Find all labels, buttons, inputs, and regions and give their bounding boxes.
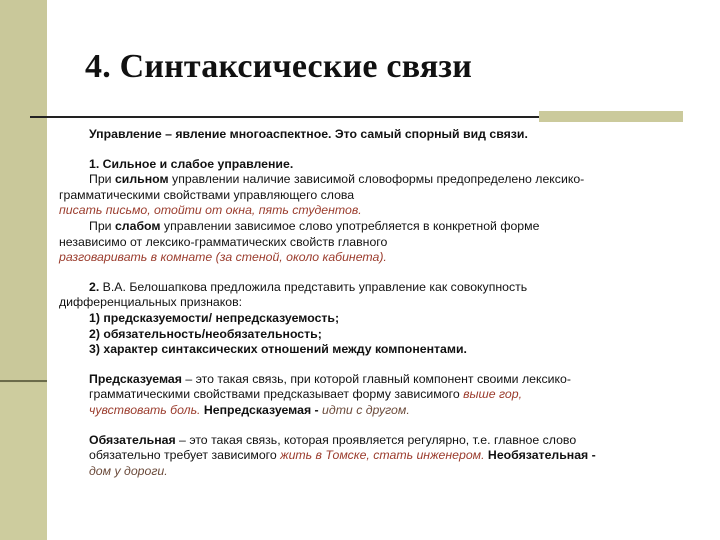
title-underline (30, 116, 545, 118)
text-span: При (89, 218, 115, 233)
left-bar-divider (0, 380, 47, 382)
section2-cont: дифференциальных признаков: (59, 295, 243, 310)
feature-item-1: 1) предсказуемости/ непредсказуемость; (89, 310, 340, 325)
text-span: управлении наличие зависимой словоформы предопределено лексико- (168, 172, 585, 187)
slide-title: 4. Синтаксические связи (85, 48, 473, 85)
predictable-cont (59, 387, 679, 403)
title-accent-box (539, 111, 683, 122)
term-strong: сильном (114, 172, 169, 187)
obligatory-def (59, 433, 679, 449)
left-decor-bar-upper (0, 0, 47, 383)
term-predictable: Предсказуемая (89, 371, 182, 386)
predictable-example: выше гор, (463, 387, 523, 402)
text-span: обязательно требует зависимого (89, 448, 281, 463)
text-span: При (89, 172, 115, 187)
section2-num: 2. (89, 279, 100, 294)
text-span: грамматическими свойствами предсказывает форму зависимого (89, 387, 464, 402)
strong-example: писать письмо, отойти от окна, пять студентов. (59, 203, 362, 218)
strong-govern-text (59, 172, 679, 188)
weak-govern-cont: независимо от лексико-грамматических свойств главного (59, 234, 388, 249)
obligatory-example: жить в Томске, стать инженером. (280, 448, 485, 463)
optional-example: дом у дороги. (89, 463, 168, 478)
section2-text (59, 280, 679, 296)
section1-heading: 1. Сильное и слабое управление. (89, 156, 294, 171)
text-span: – это такая связь, которая проявляется регулярно, т.е. главное слово (175, 432, 577, 447)
term-optional: Необязательная - (484, 448, 596, 463)
feature-item-2: 2) обязательность/необязательность; (89, 326, 322, 341)
weak-govern-text (59, 219, 679, 235)
predictable-def (59, 372, 679, 388)
predictable-cont2 (59, 403, 679, 419)
text-span: – это такая связь, при которой главный компонент своими лексико- (181, 371, 571, 386)
text-span: В.А. Белошапкова предложила представить управление как совокупность (99, 279, 528, 294)
term-obligatory: Обязательная (89, 432, 176, 447)
term-weak: слабом (114, 218, 161, 233)
predictable-example-2: чувствовать боль. (89, 402, 201, 417)
unpredictable-example: идти с другом. (318, 402, 410, 417)
intro-text: Управление – явление многоаспектное. Это самый спорный вид связи. (89, 127, 528, 141)
weak-example: разговаривать в комнате (за стеной, около кабинета). (59, 250, 387, 265)
slide-body (59, 127, 679, 479)
feature-item-3: 3) характер синтаксических отношений между компонентами. (89, 342, 467, 357)
obligatory-cont (59, 448, 679, 464)
strong-govern-cont: грамматическими свойствами управляющего слова (59, 187, 355, 202)
text-span: управлении зависимое слово употребляется в конкретной форме (160, 218, 540, 233)
term-unpredictable: Непредсказуемая - (200, 402, 319, 417)
